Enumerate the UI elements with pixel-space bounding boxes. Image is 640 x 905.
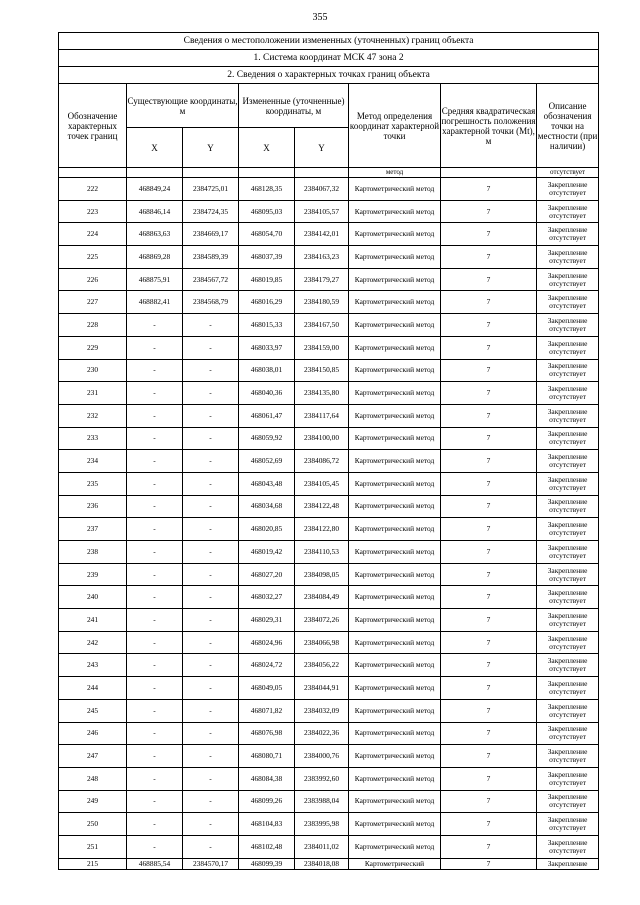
cell-description: Закрепление отсутствует [537,586,599,609]
table-row [59,835,599,858]
cell-existing-y: - [183,586,239,609]
cell-method: Картометрический метод [349,246,441,269]
cell-changed-x: 468059,92 [239,427,295,450]
cell-existing-y: - [183,609,239,632]
page-number: 355 [312,12,328,23]
cell-description: Закрепление отсутствует [537,427,599,450]
cell-changed-x: 468027,20 [239,563,295,586]
cell-point-id: 224 [59,223,127,246]
cell-description: Закрепление отсутствует [537,722,599,745]
cell-existing-x: - [127,314,183,337]
cell-existing-x: 468875,91 [127,268,183,291]
table-row [59,495,599,518]
cell-method: Картометрический метод [349,677,441,700]
cell-point-id: 233 [59,427,127,450]
cell-existing-x: - [127,563,183,586]
cell-description: Закрепление отсутствует [537,541,599,564]
cell-method: Картометрический [349,858,441,869]
cell-description: Закрепление отсутствует [537,813,599,836]
cell-point-id: 229 [59,336,127,359]
cell-error: 7 [441,518,537,541]
coordinate-system-subtitle: 1. Система координат МСК 47 зона 2 [59,50,599,67]
cell-method: Картометрический метод [349,654,441,677]
cell-description: Закрепление отсутствует [537,291,599,314]
cell-changed-x: 468099,26 [239,790,295,813]
cell-existing-x: - [127,722,183,745]
cell-existing-x: - [127,609,183,632]
cell-existing-y: - [183,835,239,858]
cell-changed-y: 2384163,23 [295,246,349,269]
cell-error: 7 [441,790,537,813]
cell-method: Картометрический метод [349,722,441,745]
cell-error: 7 [441,677,537,700]
cell-error: 7 [441,631,537,654]
cell-existing-y: - [183,541,239,564]
cell-description: Закрепление отсутствует [537,359,599,382]
table-row [59,200,599,223]
table-row [59,586,599,609]
cell-existing-x: - [127,631,183,654]
cell-existing-y: - [183,404,239,427]
cell-point-id: 215 [59,858,127,869]
cell-changed-x: 468024,72 [239,654,295,677]
cell-changed-x: 468033,97 [239,336,295,359]
header-changed: Измененные (уточненные) координаты, м [239,84,349,128]
cell-changed-y: 2384100,00 [295,427,349,450]
header-error: Средняя квадратическая погрешность положения характерной точки (Mt), м [441,84,537,168]
cell-changed-x: 468020,85 [239,518,295,541]
cell-method: Картометрический метод [349,291,441,314]
cell-description: Закрепление отсутствует [537,246,599,269]
cell-existing-y: 2384725,01 [183,178,239,201]
cell-changed-x: 468040,36 [239,382,295,405]
cell-description: Закрепление отсутствует [537,404,599,427]
cell-existing-y: 2384589,39 [183,246,239,269]
cell-error: 7 [441,200,537,223]
cell-changed-x: 468095,03 [239,200,295,223]
cell-changed-y: 2384135,80 [295,382,349,405]
cell-description: Закрепление отсутствует [537,178,599,201]
cell-existing-y: - [183,563,239,586]
cell-error: 7 [441,722,537,745]
table-row [59,268,599,291]
cell-method: Картометрический метод [349,200,441,223]
cell-description: Закрепление отсутствует [537,835,599,858]
cell-error: 7 [441,336,537,359]
cell-description: Закрепление отсутствует [537,745,599,768]
cell-changed-y: 2384167,50 [295,314,349,337]
cell-error: 7 [441,699,537,722]
cell-description: Закрепление отсутствует [537,200,599,223]
cell-existing-x: - [127,677,183,700]
cell-point-id: 250 [59,813,127,836]
table-row [59,858,599,869]
cell-existing-y: 2384568,79 [183,291,239,314]
cell-method: Картометрический метод [349,450,441,473]
cell-changed-x: 468029,31 [239,609,295,632]
table-row [59,336,599,359]
cell-point-id: 223 [59,200,127,223]
cell-error: 7 [441,586,537,609]
cell-changed-x: 468037,39 [239,246,295,269]
cell-changed-x: 468102,48 [239,835,295,858]
cell-point-id: 245 [59,699,127,722]
cell-changed-y: 2384179,27 [295,268,349,291]
cell-point-id: 225 [59,246,127,269]
cell-existing-x: - [127,359,183,382]
cell-description: Закрепление отсутствует [537,223,599,246]
cell-point-id: 239 [59,563,127,586]
cell-existing-y: - [183,359,239,382]
table-row [59,563,599,586]
table-row [59,246,599,269]
cell-description: Закрепление отсутствует [537,677,599,700]
cell-changed-y: 2384117,64 [295,404,349,427]
table-row [59,404,599,427]
table-row [59,767,599,790]
cell-changed-x: 468049,05 [239,677,295,700]
cell-existing-x: - [127,404,183,427]
table-row [59,745,599,768]
cell-changed-y: 2384159,00 [295,336,349,359]
cell-method: Картометрический метод [349,427,441,450]
cell-changed-y: 2384084,49 [295,586,349,609]
cell-changed-y: 2384105,57 [295,200,349,223]
cell-existing-x: 468863,63 [127,223,183,246]
cell-error: 7 [441,450,537,473]
cell-existing-y: - [183,336,239,359]
cell-error: 7 [441,609,537,632]
cell-point-id: 228 [59,314,127,337]
cell-error: 7 [441,654,537,677]
cell-changed-x: 468043,48 [239,472,295,495]
table-row [59,541,599,564]
cell-method: Картометрический метод [349,404,441,427]
cell-error: 7 [441,427,537,450]
cell-point-id: 235 [59,472,127,495]
cell-existing-y: - [183,450,239,473]
cell-existing-x: - [127,835,183,858]
cell-existing-y: - [183,767,239,790]
cell-method: Картометрический метод [349,268,441,291]
cell-existing-y: - [183,745,239,768]
cell-method: Картометрический метод [349,586,441,609]
table-row [59,654,599,677]
cell-description: Закрепление отсутствует [537,563,599,586]
cell-point-id: 234 [59,450,127,473]
cell-point-id: 240 [59,586,127,609]
cell-existing-y: - [183,813,239,836]
cell-changed-x: 468061,47 [239,404,295,427]
cell-changed-y: 2383995,98 [295,813,349,836]
cell-changed-x: 468104,83 [239,813,295,836]
header-method: Метод определения координат характерной точки [349,84,441,168]
cell-description: Закрепление отсутствует [537,631,599,654]
cell-changed-x: 468019,85 [239,268,295,291]
continued-row [59,168,599,178]
cell-description: Закрепление отсутствует [537,654,599,677]
cell-error: 7 [441,858,537,869]
cell-method: Картометрический метод [349,541,441,564]
cell-error: 7 [441,291,537,314]
table-title: Сведения о местоположении измененных (уточненных) границ объекта [59,33,599,50]
cell-changed-x: 468071,82 [239,699,295,722]
table-row [59,359,599,382]
cell-method: Картометрический метод [349,631,441,654]
table-row [59,518,599,541]
continued-method: метод [349,168,441,178]
cell-error: 7 [441,382,537,405]
cell-existing-x: 468846,14 [127,200,183,223]
cell-changed-y: 2383992,60 [295,767,349,790]
cell-existing-x: - [127,586,183,609]
points-subtitle: 2. Сведения о характерных точках границ объекта [59,67,599,84]
cell-error: 7 [441,495,537,518]
cell-changed-x: 468054,70 [239,223,295,246]
cell-method: Картометрический метод [349,813,441,836]
table-row [59,699,599,722]
cell-changed-x: 468034,68 [239,495,295,518]
cell-error: 7 [441,178,537,201]
table-row [59,427,599,450]
cell-existing-y: - [183,677,239,700]
cell-error: 7 [441,314,537,337]
cell-existing-y: - [183,495,239,518]
cell-existing-x: 468885,54 [127,858,183,869]
cell-method: Картометрический метод [349,495,441,518]
cell-description: Закрепление отсутствует [537,767,599,790]
cell-changed-x: 468128,35 [239,178,295,201]
cell-description: Закрепление [537,858,599,869]
header-existing: Существующие координаты, м [127,84,239,128]
cell-point-id: 244 [59,677,127,700]
cell-point-id: 231 [59,382,127,405]
cell-description: Закрепление отсутствует [537,268,599,291]
cell-point-id: 236 [59,495,127,518]
cell-changed-y: 2384105,45 [295,472,349,495]
cell-error: 7 [441,767,537,790]
cell-description: Закрепление отсутствует [537,609,599,632]
cell-changed-x: 468015,33 [239,314,295,337]
cell-existing-x: - [127,427,183,450]
cell-changed-y: 2384072,26 [295,609,349,632]
cell-existing-x: 468882,41 [127,291,183,314]
cell-error: 7 [441,359,537,382]
cell-changed-y: 2384150,85 [295,359,349,382]
continued-description: отсутствует [537,168,599,178]
cell-changed-y: 2384011,02 [295,835,349,858]
cell-changed-y: 2384122,80 [295,518,349,541]
cell-existing-y: - [183,790,239,813]
table-row [59,291,599,314]
cell-method: Картометрический метод [349,767,441,790]
cell-changed-y: 2384018,08 [295,858,349,869]
cell-existing-x: - [127,541,183,564]
cell-existing-y: 2384724,35 [183,200,239,223]
cell-changed-y: 2384142,01 [295,223,349,246]
cell-existing-y: 2384570,17 [183,858,239,869]
cell-existing-x: 468849,24 [127,178,183,201]
cell-point-id: 232 [59,404,127,427]
cell-changed-y: 2383988,04 [295,790,349,813]
cell-method: Картометрический метод [349,314,441,337]
cell-changed-x: 468052,69 [239,450,295,473]
cell-point-id: 226 [59,268,127,291]
cell-error: 7 [441,541,537,564]
cell-changed-y: 2384067,32 [295,178,349,201]
cell-existing-x: 468869,28 [127,246,183,269]
cell-existing-x: - [127,336,183,359]
cell-changed-x: 468024,96 [239,631,295,654]
cell-changed-x: 468084,38 [239,767,295,790]
cell-existing-x: - [127,472,183,495]
cell-method: Картометрический метод [349,745,441,768]
table-row [59,790,599,813]
table-row [59,722,599,745]
cell-changed-y: 2384066,98 [295,631,349,654]
cell-existing-x: - [127,790,183,813]
cell-description: Закрепление отсутствует [537,495,599,518]
cell-existing-y: 2384567,72 [183,268,239,291]
cell-changed-x: 468019,42 [239,541,295,564]
cell-existing-y: - [183,427,239,450]
cell-existing-y: - [183,314,239,337]
cell-point-id: 227 [59,291,127,314]
cell-existing-y: - [183,654,239,677]
cell-point-id: 243 [59,654,127,677]
cell-error: 7 [441,246,537,269]
cell-method: Картометрический метод [349,699,441,722]
cell-existing-y: - [183,722,239,745]
cell-error: 7 [441,835,537,858]
cell-method: Картометрический метод [349,609,441,632]
cell-changed-y: 2384000,76 [295,745,349,768]
cell-changed-y: 2384086,72 [295,450,349,473]
cell-changed-y: 2384056,22 [295,654,349,677]
cell-changed-y: 2384044,91 [295,677,349,700]
cell-description: Закрепление отсутствует [537,699,599,722]
cell-method: Картометрический метод [349,178,441,201]
cell-point-id: 249 [59,790,127,813]
cell-description: Закрепление отсутствует [537,382,599,405]
cell-point-id: 251 [59,835,127,858]
cell-error: 7 [441,223,537,246]
cell-error: 7 [441,472,537,495]
cell-existing-x: - [127,518,183,541]
cell-existing-y: 2384669,17 [183,223,239,246]
cell-point-id: 241 [59,609,127,632]
cell-changed-y: 2384098,05 [295,563,349,586]
cell-point-id: 247 [59,745,127,768]
cell-existing-y: - [183,631,239,654]
header-existing-y: Y [183,128,239,168]
cell-changed-y: 2384122,48 [295,495,349,518]
cell-changed-x: 468099,39 [239,858,295,869]
cell-error: 7 [441,745,537,768]
cell-description: Закрепление отсутствует [537,518,599,541]
cell-method: Картометрический метод [349,835,441,858]
cell-method: Картометрический метод [349,472,441,495]
table-row [59,677,599,700]
cell-error: 7 [441,404,537,427]
cell-changed-x: 468080,71 [239,745,295,768]
cell-method: Картометрический метод [349,359,441,382]
table-row [59,223,599,246]
cell-description: Закрепление отсутствует [537,790,599,813]
table-row [59,382,599,405]
cell-method: Картометрический метод [349,790,441,813]
cell-point-id: 246 [59,722,127,745]
cell-method: Картометрический метод [349,518,441,541]
boundary-points-table [58,32,599,870]
cell-point-id: 222 [59,178,127,201]
header-changed-x: X [239,128,295,168]
cell-method: Картометрический метод [349,563,441,586]
cell-changed-x: 468032,27 [239,586,295,609]
cell-existing-y: - [183,472,239,495]
table-row [59,472,599,495]
table-row [59,609,599,632]
table-row [59,178,599,201]
cell-changed-y: 2384022,36 [295,722,349,745]
cell-error: 7 [441,268,537,291]
cell-existing-x: - [127,654,183,677]
cell-point-id: 242 [59,631,127,654]
cell-existing-x: - [127,495,183,518]
cell-existing-y: - [183,382,239,405]
table-row [59,314,599,337]
cell-point-id: 237 [59,518,127,541]
header-point: Обозначение характерных точек границ [59,84,127,168]
cell-point-id: 238 [59,541,127,564]
cell-description: Закрепление отсутствует [537,450,599,473]
cell-changed-x: 468038,01 [239,359,295,382]
cell-point-id: 230 [59,359,127,382]
cell-existing-x: - [127,450,183,473]
cell-changed-y: 2384032,09 [295,699,349,722]
cell-existing-x: - [127,382,183,405]
header-changed-y: Y [295,128,349,168]
table-row [59,631,599,654]
cell-method: Картометрический метод [349,336,441,359]
cell-description: Закрепление отсутствует [537,472,599,495]
table-row [59,813,599,836]
cell-point-id: 248 [59,767,127,790]
cell-existing-x: - [127,699,183,722]
cell-changed-y: 2384110,53 [295,541,349,564]
cell-description: Закрепление отсутствует [537,314,599,337]
header-description: Описание обозначения точки на местности (при наличии) [537,84,599,168]
cell-description: Закрепление отсутствует [537,336,599,359]
cell-error: 7 [441,813,537,836]
cell-existing-x: - [127,745,183,768]
header-existing-x: X [127,128,183,168]
cell-existing-y: - [183,699,239,722]
cell-method: Картометрический метод [349,382,441,405]
cell-existing-x: - [127,813,183,836]
cell-method: Картометрический метод [349,223,441,246]
cell-error: 7 [441,563,537,586]
cell-existing-y: - [183,518,239,541]
cell-changed-x: 468076,98 [239,722,295,745]
cell-existing-x: - [127,767,183,790]
table-row [59,450,599,473]
cell-changed-y: 2384180,59 [295,291,349,314]
cell-changed-x: 468016,29 [239,291,295,314]
